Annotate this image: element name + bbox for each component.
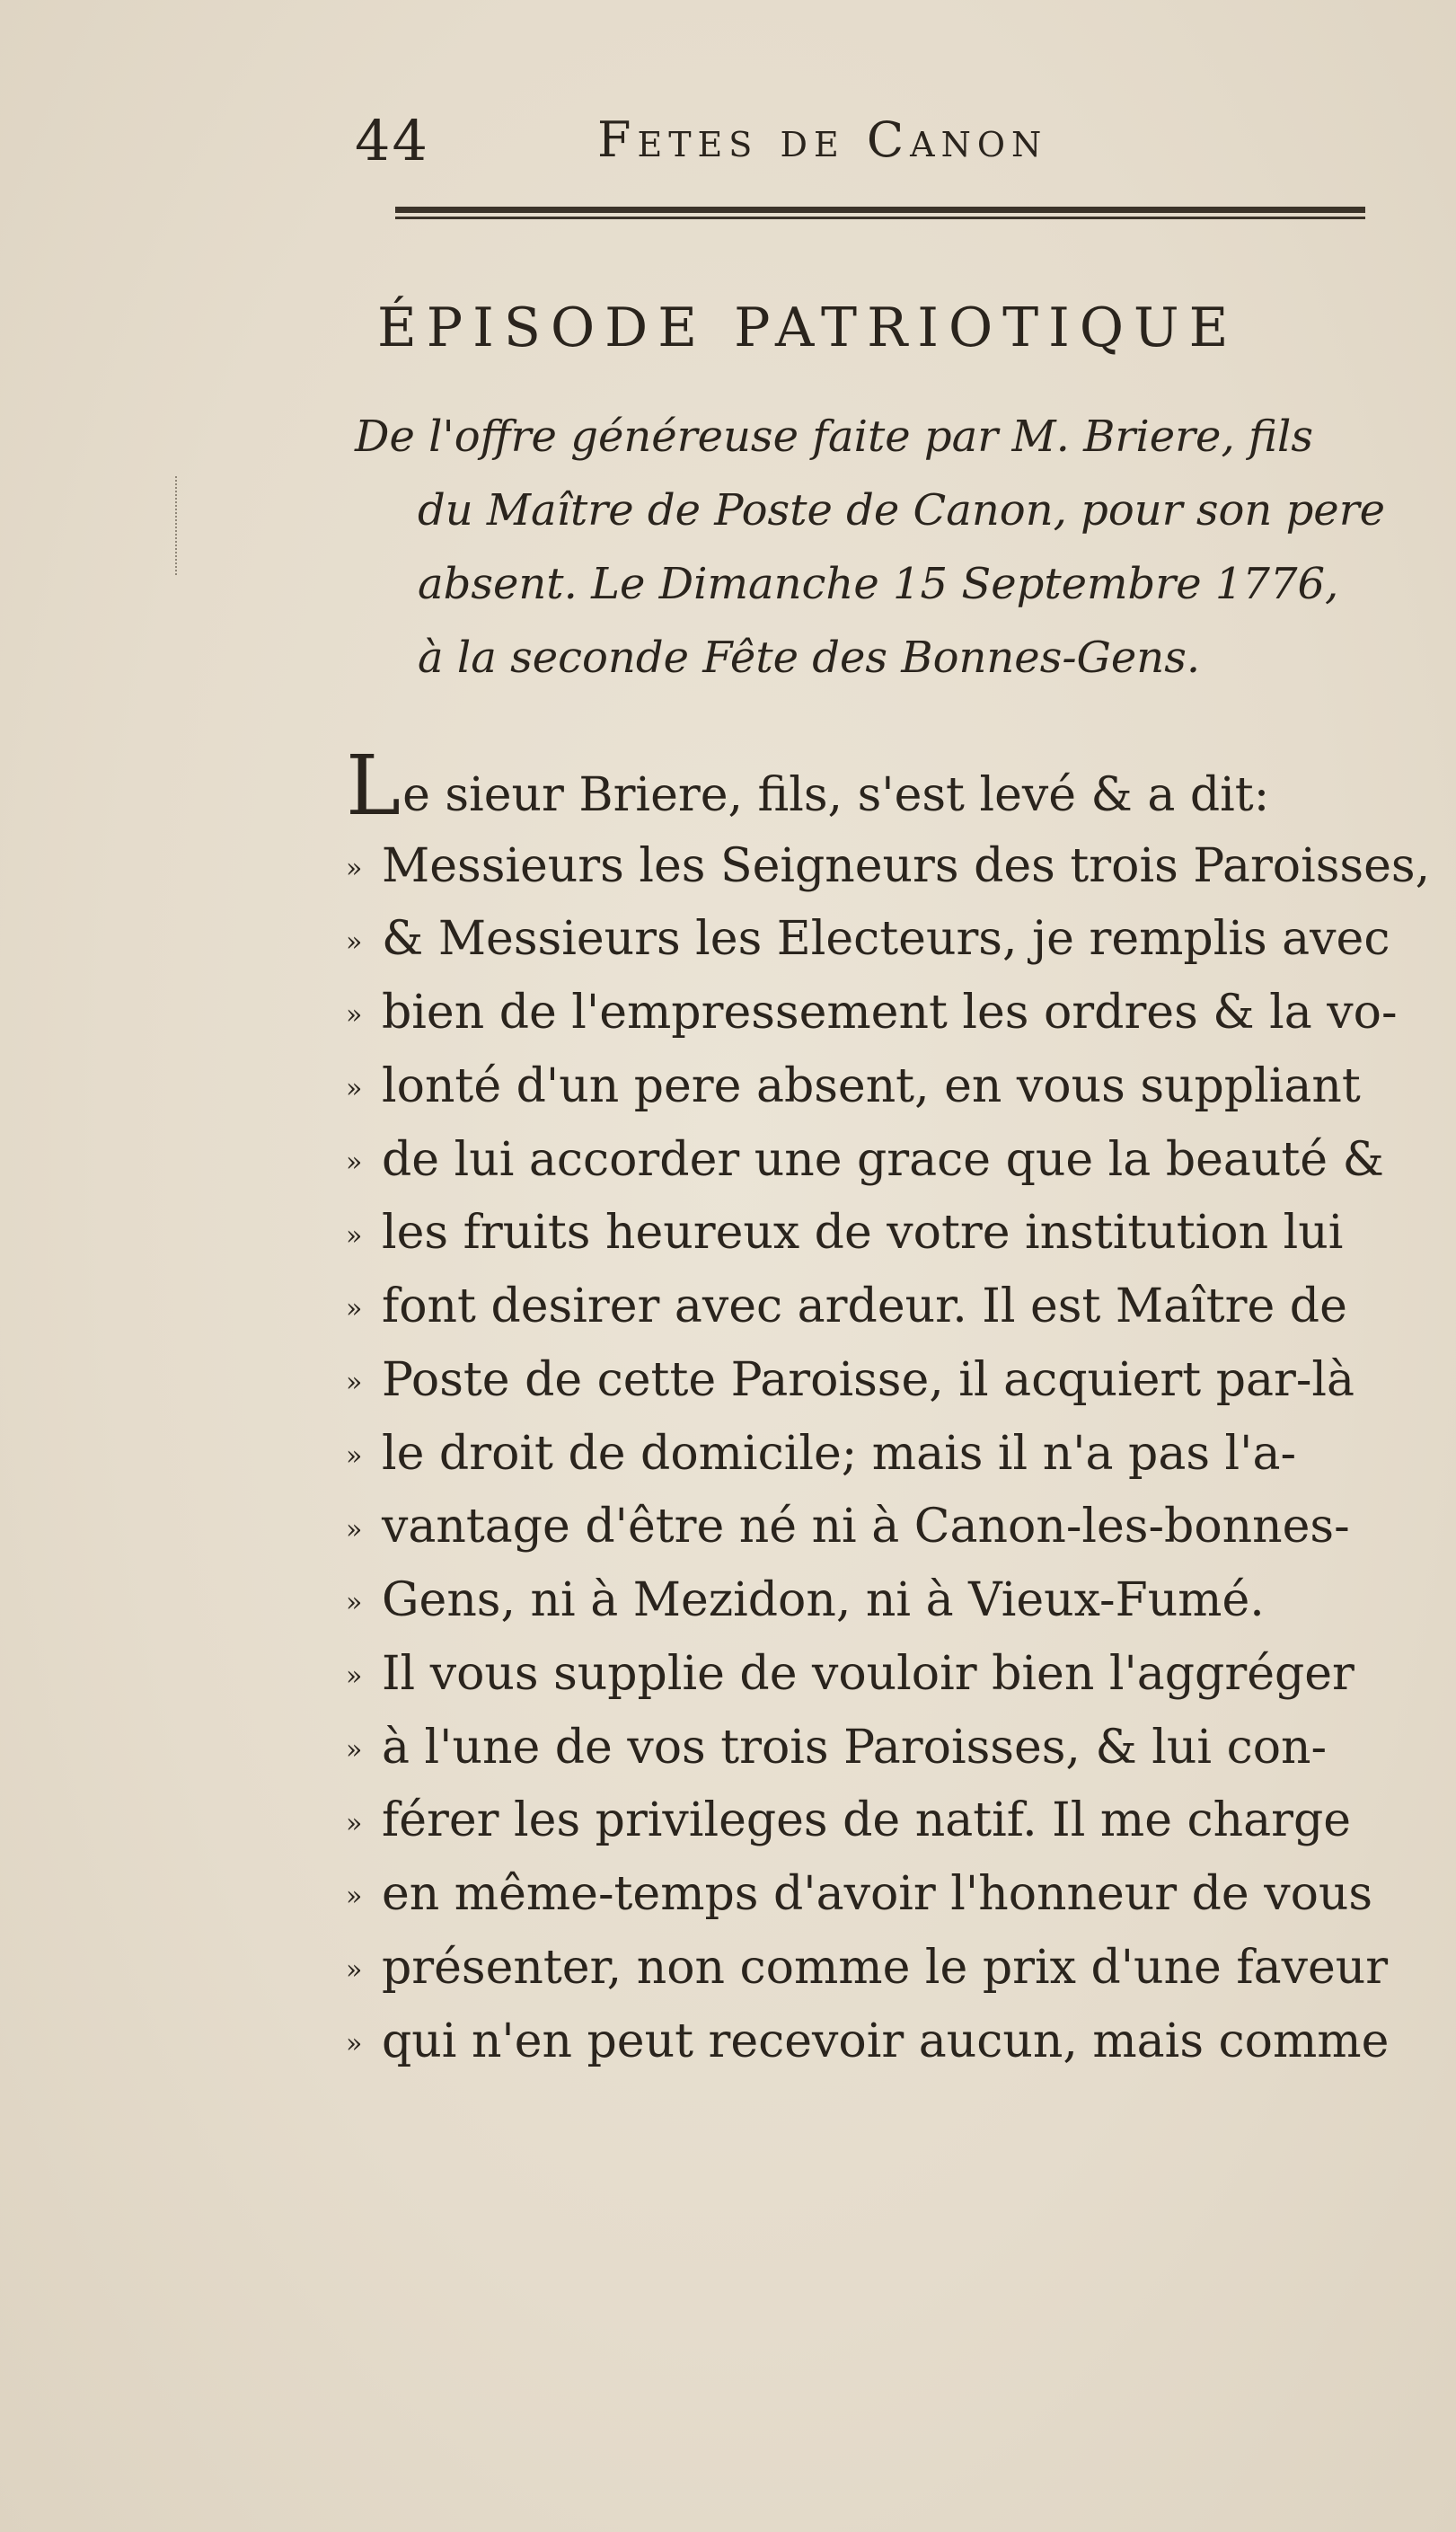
body-text (346, 738, 1431, 2079)
subtitle-line: De l'offre généreuse faite par M. Briere, fils (355, 412, 1313, 462)
text-line-content: Poste de cette Paroisse, il acquiert par-là (382, 1352, 1355, 1407)
quote-mark: » (346, 1513, 363, 1545)
first-line (346, 738, 1388, 834)
quote-mark: » (346, 852, 363, 884)
quote-mark: » (346, 1219, 363, 1252)
text-line (346, 1785, 1388, 1859)
quote-mark: » (346, 1807, 363, 1839)
text-line (346, 1639, 1388, 1713)
text-line (346, 831, 1431, 905)
page-header (355, 108, 1361, 171)
page-number: 44 (355, 108, 429, 173)
text-line-content: vantage d'être né ni à Canon-les-bonnes- (382, 1500, 1350, 1554)
text-line-content: font desirer avec ardeur. Il est Maître de (382, 1279, 1347, 1333)
text-line-content: à l'une de vos trois Paroisses, & lui con- (382, 1720, 1328, 1775)
text-line (346, 1713, 1388, 1786)
text-line (346, 1345, 1388, 1419)
text-line-content: qui n'en peut recevoir aucun, mais comme (382, 2014, 1390, 2068)
header-rule (395, 207, 1365, 221)
quote-mark: » (346, 1073, 363, 1104)
margin-mark (175, 476, 182, 575)
running-title: Fetes de Canon (597, 111, 1048, 168)
text-line-content: & Messieurs les Electeurs, je remplis avec (382, 912, 1390, 967)
quote-mark: » (346, 925, 363, 958)
text-line (346, 904, 1388, 978)
section-subtitle (355, 400, 1386, 695)
quote-mark: » (346, 1293, 363, 1325)
text-line-content: de lui accorder une grace que la beauté & (382, 1132, 1384, 1187)
section-title: ÉPISODE PATRIOTIQUE (377, 297, 1239, 359)
text-line (346, 1565, 1388, 1639)
text-line (346, 2006, 1388, 2080)
text-line (346, 1419, 1388, 1492)
quote-mark: » (346, 2027, 363, 2059)
quote-mark: » (346, 1146, 363, 1178)
text-line (346, 1492, 1388, 1565)
text-line-content: présenter, non comme le prix d'une faveur (382, 1940, 1389, 1995)
quote-mark: » (346, 1954, 363, 1986)
text-line-content: en même-temps d'avoir l'honneur de vous (382, 1867, 1373, 1921)
quote-mark: » (346, 1587, 363, 1619)
first-line-text: e sieur Briere, fils, s'est levé & a dit: (402, 768, 1270, 822)
quote-mark: » (346, 1439, 363, 1472)
drop-cap: L (346, 738, 402, 834)
subtitle-line: à la seconde Fête des Bonnes-Gens. (418, 633, 1201, 683)
text-line-content: lonté d'un pere absent, en vous suppliant (382, 1058, 1361, 1113)
text-line (346, 1051, 1388, 1125)
rule-thin (395, 217, 1365, 219)
text-line-content: Il vous supplie de vouloir bien l'aggréger (382, 1646, 1355, 1701)
text-line-content: férer les privileges de natif. Il me charge (382, 1793, 1352, 1848)
quote-mark: » (346, 1733, 363, 1766)
text-line (346, 1271, 1388, 1345)
text-line-content: les fruits heureux de votre institution lui (382, 1206, 1344, 1261)
text-line (346, 1198, 1388, 1271)
subtitle-line: absent. Le Dimanche 15 Septembre 1776, (418, 559, 1339, 609)
text-line (346, 1859, 1388, 1933)
text-line (346, 1933, 1388, 2006)
quote-mark: » (346, 1367, 363, 1398)
text-line-content: le droit de domicile; mais il n'a pas l'a- (382, 1426, 1297, 1481)
quote-mark: » (346, 1881, 363, 1913)
text-line-content: Messieurs les Seigneurs des trois Paroisses, (382, 838, 1431, 893)
text-line (346, 978, 1398, 1051)
quote-mark: » (346, 999, 363, 1031)
rule-thick (395, 207, 1365, 213)
text-line-content: bien de l'empressement les ordres & la vo- (382, 986, 1398, 1040)
text-line-content: Gens, ni à Mezidon, ni à Vieux-Fumé. (382, 1573, 1265, 1627)
subtitle-line: du Maître de Poste de Canon, pour son pere (418, 485, 1386, 536)
text-line (346, 1125, 1388, 1199)
quote-mark: » (346, 1660, 363, 1692)
